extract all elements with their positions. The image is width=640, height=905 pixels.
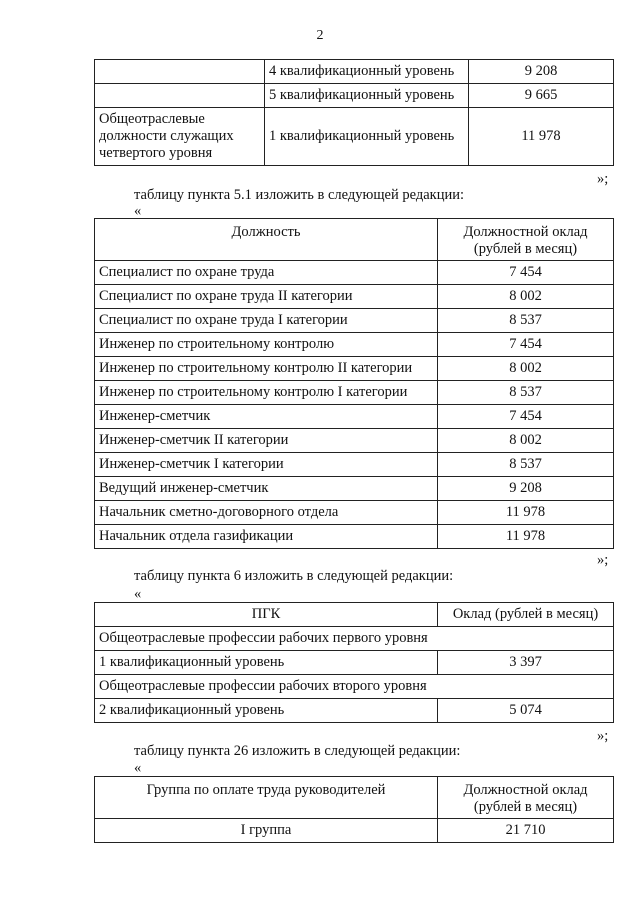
section-5-1-intro: таблицу пункта 5.1 изложить в следующей редакции: [134,187,465,203]
table-row [95,819,614,843]
table-header-row [95,219,614,261]
level-cell: 1 квалификационный уровень [265,108,469,166]
table-row [95,699,614,723]
group-cell [95,60,265,84]
group-cell [95,84,265,108]
table-group-row [95,675,614,699]
table-row [95,429,614,453]
salary-cell: 11 978 [438,501,614,525]
salary-cell: 8 537 [438,453,614,477]
position-cell: Инженер-сметчик II категории [95,429,438,453]
level-cell: 2 квалификационный уровень [95,699,438,723]
salary-cell: 3 397 [438,651,614,675]
table-row [95,60,614,84]
table-row [95,261,614,285]
salary-cell: 8 537 [438,381,614,405]
table-row [95,381,614,405]
level-cell: 5 квалификационный уровень [265,84,469,108]
page-number: 2 [316,28,324,43]
salary-cell: 8 002 [438,429,614,453]
position-cell: Ведущий инженер-сметчик [95,477,438,501]
salary-cell: 11 978 [469,108,614,166]
salary-cell: 11 978 [438,525,614,549]
header-pgk: ПГК [95,603,438,627]
group-cell: I группа [95,819,438,843]
table-row [95,84,614,108]
position-cell: Инженер по строительному контролю [95,333,438,357]
header-salary: Должностной оклад (рублей в месяц) [438,777,614,819]
salary-cell: 7 454 [438,261,614,285]
table-row [95,333,614,357]
position-cell: Инженер по строительному контролю II категории [95,357,438,381]
header-position: Должность [95,219,438,261]
position-cell: Инженер по строительному контролю I категории [95,381,438,405]
section-26-intro: таблицу пункта 26 изложить в следующей редакции: [134,743,461,759]
header-salary: Оклад (рублей в месяц) [438,603,614,627]
table-row [95,453,614,477]
table-positions [94,218,614,549]
salary-cell: 7 454 [438,405,614,429]
salary-cell: 8 002 [438,357,614,381]
position-cell: Специалист по охране труда II категории [95,285,438,309]
table-worker-professions [94,602,614,723]
header-salary: Должностной оклад (рублей в месяц) [438,219,614,261]
group-cell: Общеотраслевые профессии рабочих второго уровня [95,675,614,699]
position-cell: Инженер-сметчик I категории [95,453,438,477]
table-header-row [95,777,614,819]
position-cell: Начальник отдела газификации [95,525,438,549]
table-row [95,357,614,381]
table-row [95,108,614,166]
opening-quote: « [134,760,142,776]
salary-cell: 9 208 [469,60,614,84]
salary-cell: 9 208 [438,477,614,501]
opening-quote: « [134,586,142,602]
table-header-row [95,603,614,627]
closing-quote: »; [597,552,609,568]
table-group-row [95,627,614,651]
salary-cell: 8 002 [438,285,614,309]
salary-cell: 7 454 [438,333,614,357]
section-6-intro: таблицу пункта 6 изложить в следующей редакции: [134,568,454,584]
group-cell: Общеотраслевые профессии рабочих первого уровня [95,627,614,651]
table-row [95,405,614,429]
salary-cell: 8 537 [438,309,614,333]
table-row [95,525,614,549]
opening-quote: « [134,203,142,219]
level-cell: 4 квалификационный уровень [265,60,469,84]
position-cell: Специалист по охране труда I категории [95,309,438,333]
position-cell: Специалист по охране труда [95,261,438,285]
table-row [95,501,614,525]
table-row [95,309,614,333]
closing-quote: »; [597,728,609,744]
salary-cell: 5 074 [438,699,614,723]
table-row [95,477,614,501]
salary-cell: 21 710 [438,819,614,843]
position-cell: Начальник сметно-договорного отдела [95,501,438,525]
table-row [95,285,614,309]
table-manager-groups [94,776,614,843]
table-qualification-continuation [94,59,614,166]
header-group: Группа по оплате труда руководителей [95,777,438,819]
salary-cell: 9 665 [469,84,614,108]
table-row [95,651,614,675]
level-cell: 1 квалификационный уровень [95,651,438,675]
closing-quote: »; [597,171,609,187]
position-cell: Инженер-сметчик [95,405,438,429]
group-cell: Общеотраслевые должности служащих четвертого уровня [95,108,265,166]
